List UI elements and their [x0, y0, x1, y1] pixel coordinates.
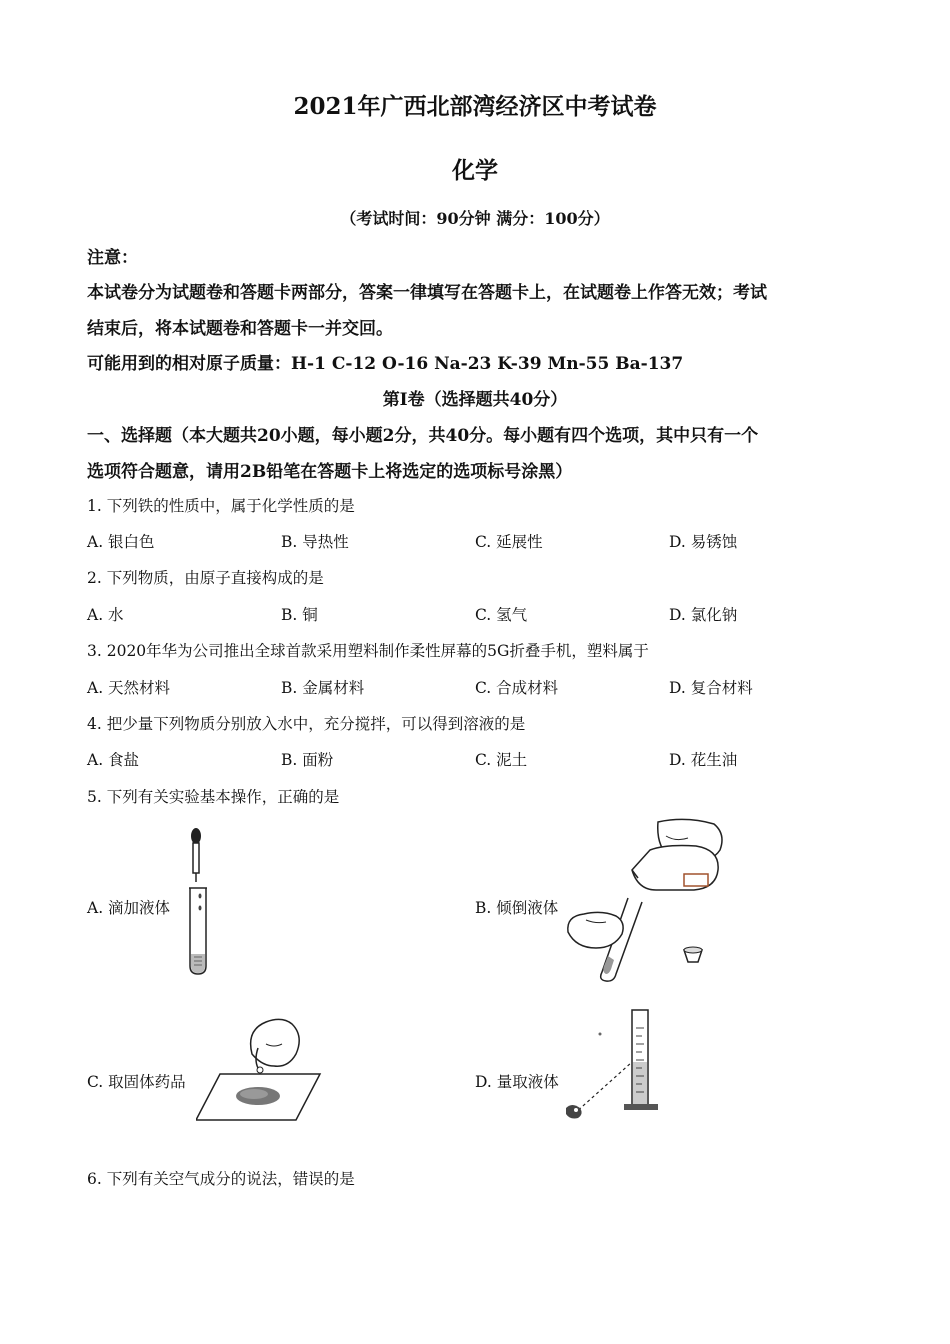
question-2-option-b: B. 铜: [281, 606, 318, 624]
question-3-option-c: C. 合成材料: [475, 679, 559, 697]
question-5-option-c: C. 取固体药品: [87, 1073, 186, 1091]
section-heading-line-2: 选项符合题意，请用2B铅笔在答题卡上将选定的选项标号涂黑）: [87, 462, 573, 482]
dropper-tube-illustration: [180, 826, 220, 978]
solid-reagent-illustration: [196, 1014, 322, 1124]
question-6-stem: 6. 下列有关空气成分的说法，错误的是: [87, 1170, 355, 1188]
notice-label: 注意：: [87, 248, 138, 268]
question-3-option-d: D. 复合材料: [669, 679, 753, 697]
question-1-option-d: D. 易锈蚀: [669, 533, 738, 551]
question-5-option-b: B. 倾倒液体: [475, 899, 559, 917]
question-4-stem: 4. 把少量下列物质分别放入水中，充分搅拌，可以得到溶液的是: [87, 715, 526, 733]
question-5-option-d: D. 量取液体: [475, 1073, 559, 1091]
notice-line-2: 结束后，将本试题卷和答题卡一并交回。: [87, 319, 393, 339]
question-4-option-c: C. 泥土: [475, 751, 528, 769]
question-1-option-c: C. 延展性: [475, 533, 543, 551]
question-1-option-a: A. 银白色: [87, 533, 155, 551]
question-4-option-d: D. 花生油: [669, 751, 738, 769]
question-5-stem: 5. 下列有关实验基本操作，正确的是: [87, 788, 340, 806]
pouring-liquid-illustration: [566, 816, 736, 982]
exam-title: 2021年广西北部湾经济区中考试卷: [293, 93, 657, 120]
question-2-option-c: C. 氢气: [475, 606, 528, 624]
question-3-option-b: B. 金属材料: [281, 679, 365, 697]
question-1-option-b: B. 导热性: [281, 533, 349, 551]
question-3-stem: 3. 2020年华为公司推出全球首款采用塑料制作柔性屏幕的5G折叠手机，塑料属于: [87, 642, 649, 660]
section-heading-line-1: 一、选择题（本大题共20小题，每小题2分，共40分。每小题有四个选项，其中只有一个: [87, 426, 759, 446]
question-4-option-b: B. 面粉: [281, 751, 334, 769]
part-title: 第Ⅰ卷（选择题共40分）: [382, 390, 568, 410]
question-4-option-a: A. 食盐: [87, 751, 140, 769]
question-5-option-a: A. 滴加液体: [87, 899, 171, 917]
question-3-option-a: A. 天然材料: [87, 679, 171, 697]
subject-title: 化学: [452, 157, 498, 184]
notice-line-1: 本试卷分为试题卷和答题卡两部分，答案一律填写在答题卡上，在试题卷上作答无效；考试: [87, 283, 767, 303]
question-2-option-a: A. 水: [87, 606, 124, 624]
question-2-option-d: D. 氯化钠: [669, 606, 738, 624]
question-1-stem: 1. 下列铁的性质中，属于化学性质的是: [87, 497, 355, 515]
measuring-cylinder-illustration: [562, 1004, 670, 1126]
atomic-mass-line: 可能用到的相对原子质量：H-1 C-12 O-16 Na-23 K-39 Mn-55 Ba-137: [87, 354, 684, 374]
exam-info: （考试时间：90分钟 满分：100分）: [340, 209, 610, 228]
question-2-stem: 2. 下列物质，由原子直接构成的是: [87, 569, 324, 587]
